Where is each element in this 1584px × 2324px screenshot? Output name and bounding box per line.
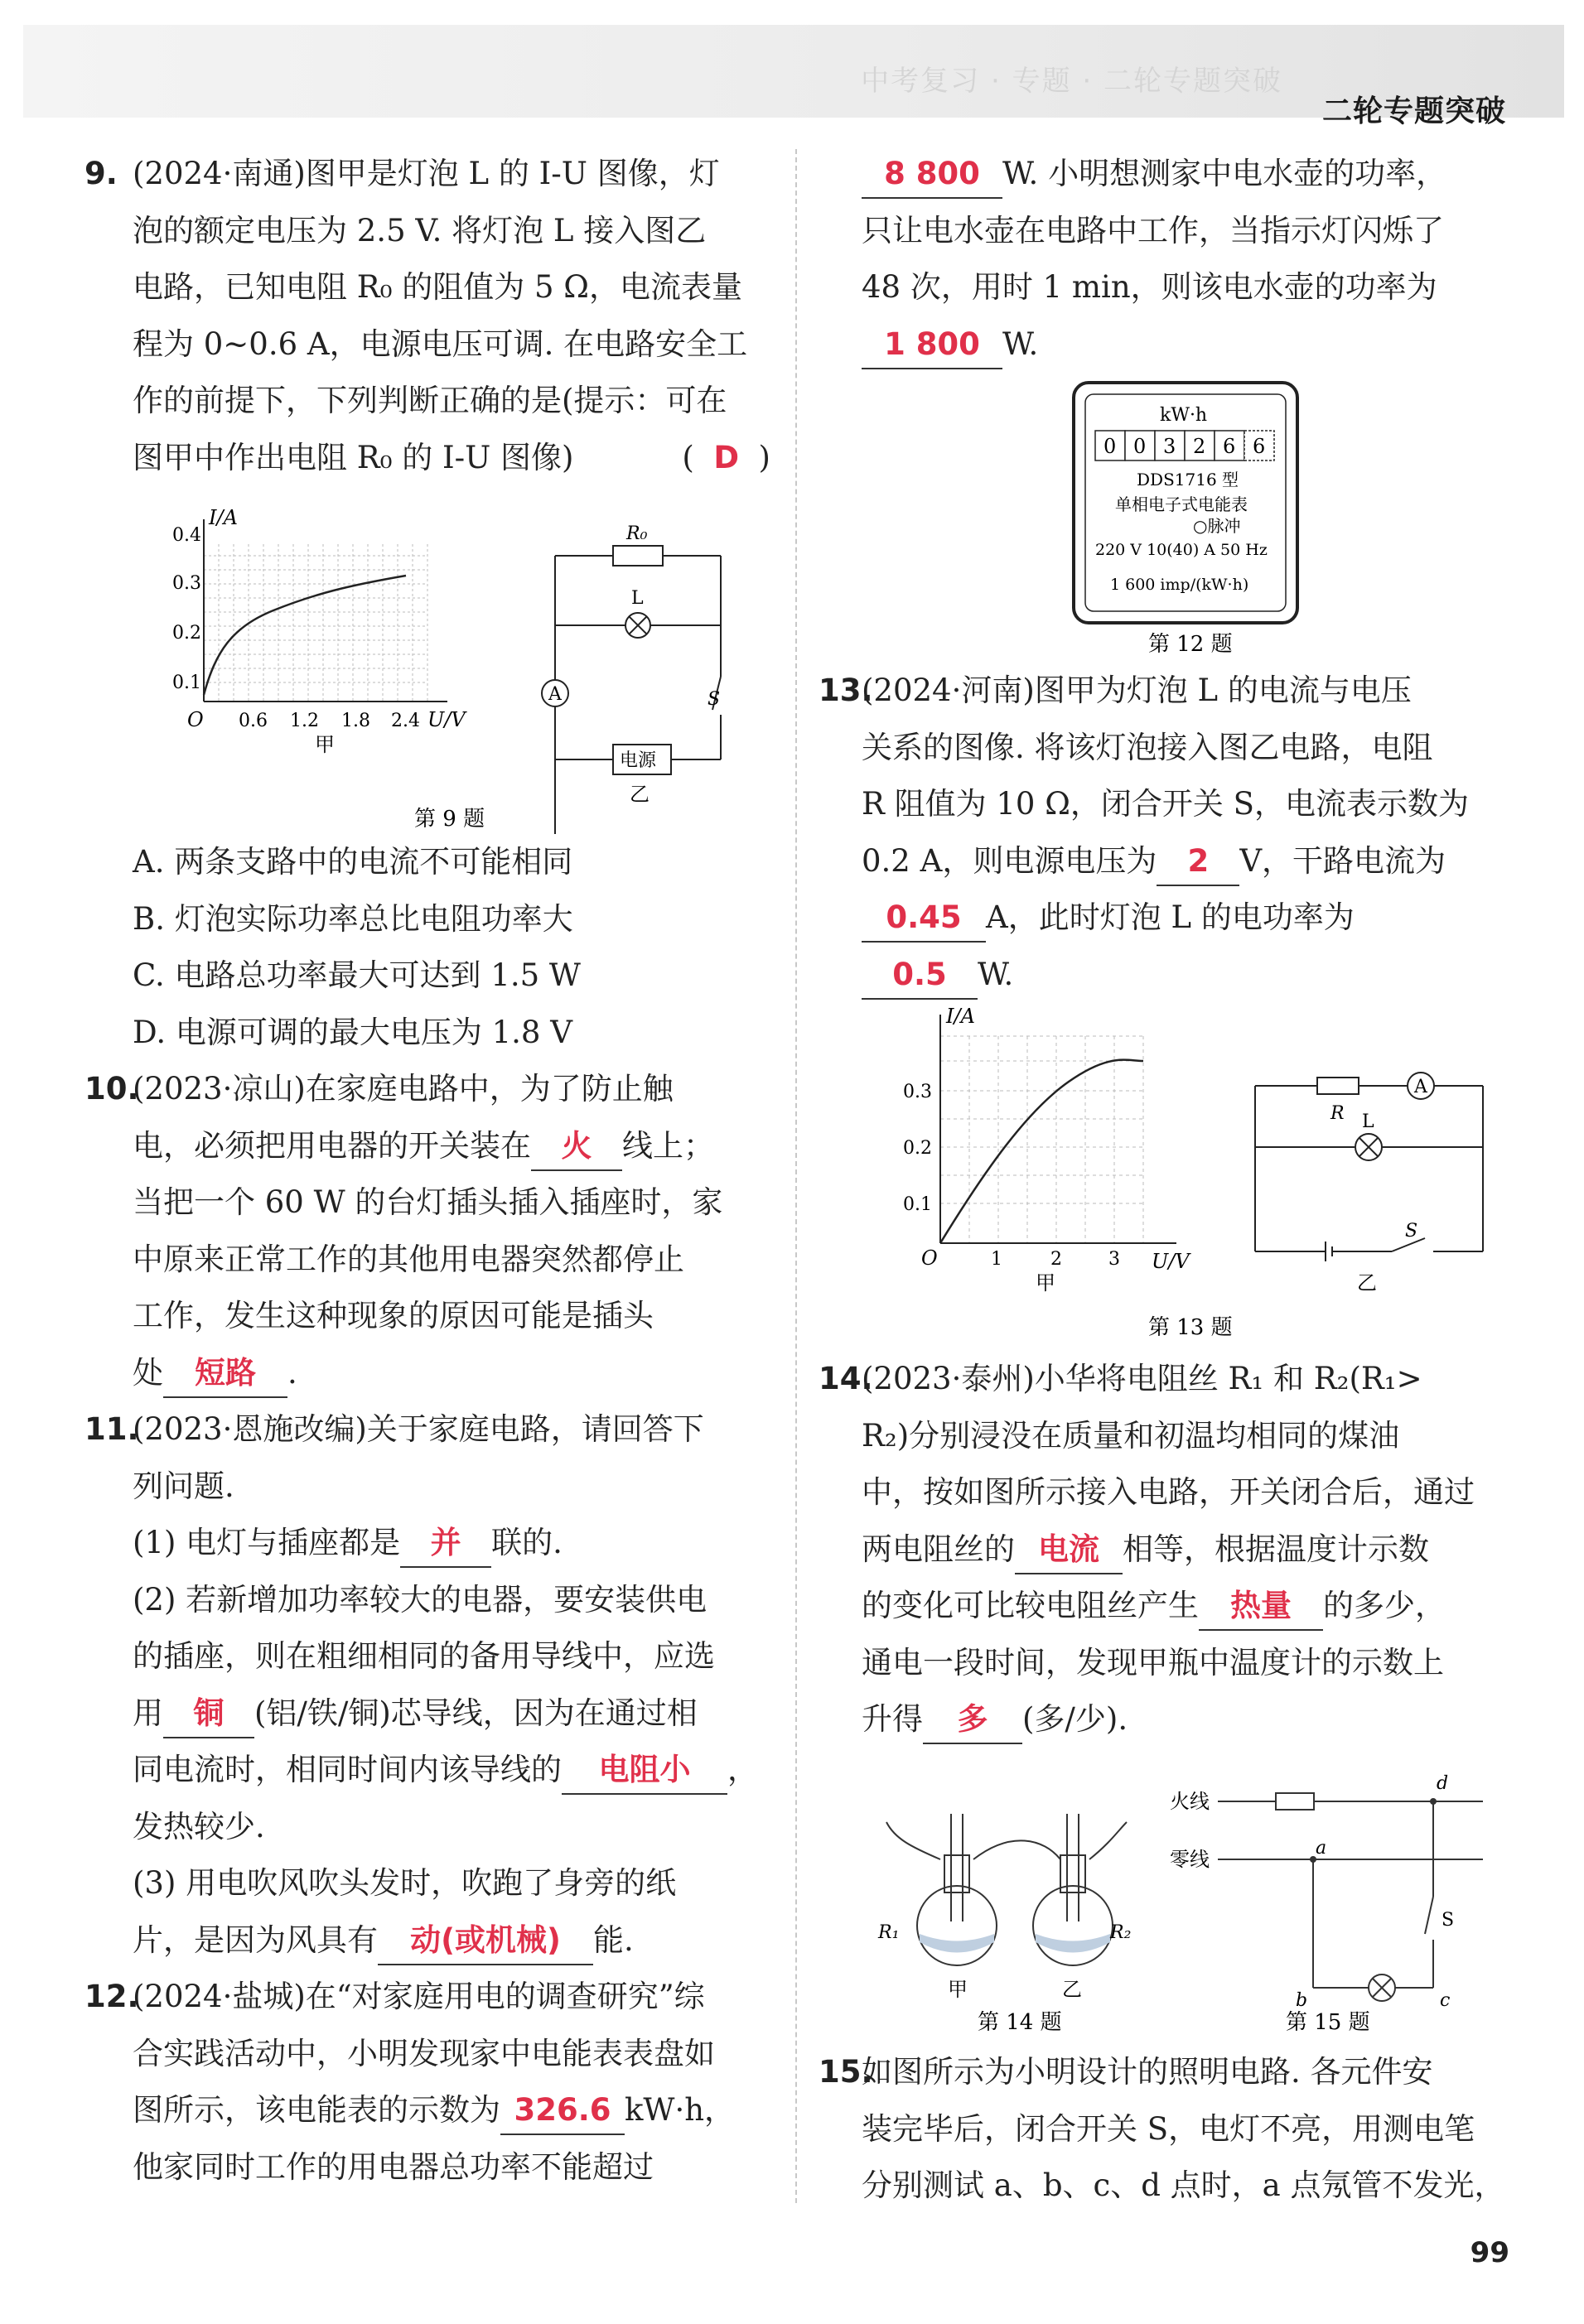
q14-text: 的变化可比较电阻丝产生: [862, 1588, 1199, 1623]
meter-pulse: ○脉冲: [1193, 516, 1241, 536]
q11-answer-2: 铜: [163, 1690, 254, 1738]
q15-line-1: 如图所示为小明设计的照明电路. 各元件安: [862, 2054, 1433, 2090]
q13-circuit-label: 乙: [1357, 1271, 1377, 1295]
q10-line-1: (2023·凉山)在家庭电路中，为了防止触: [133, 1071, 674, 1107]
q13-line-5: [862, 890, 1509, 947]
figures-14-15: [862, 1756, 1516, 2046]
q15-c-label: c: [1440, 1990, 1451, 2011]
q9-ammeter-label: A: [548, 684, 562, 705]
q15-caption: 第 15 题: [1286, 2010, 1370, 2035]
meter-digit: 6: [1223, 435, 1236, 458]
q14-caption: 第 14 题: [978, 2010, 1062, 2035]
section-title: 二轮专题突破: [1321, 94, 1506, 128]
header-faint-text: 中考复习 · 专题 · 二轮专题突破: [861, 65, 1282, 98]
q13-line-3: R 阻值为 10 Ω，闭合开关 S，电流表示数为: [862, 786, 1470, 822]
q14-line-1: (2023·泰州)小华将电阻丝 R₁ 和 R₂(R₁>: [862, 1361, 1422, 1396]
right-column: [819, 146, 1509, 1748]
q9-option-d: D. 电源可调的最大电压为 1.8 V: [133, 1014, 572, 1050]
meter-type: 单相电子式电能表: [1115, 494, 1248, 514]
q10-line-6: [133, 1345, 770, 1402]
q11-text: (铝/铁/铜)芯导线，因为在通过相: [254, 1695, 698, 1731]
q13-line-1: (2024·河南)图甲为灯泡 L 的电流与电压: [862, 673, 1412, 708]
header-band: [23, 25, 1564, 128]
q14-text: 两电阻丝的: [862, 1531, 1015, 1567]
q12-line-3: [133, 2082, 770, 2139]
meter-digit: 0: [1133, 435, 1147, 458]
q13-x-tick: 3: [1108, 1249, 1120, 1270]
question-number: 11.: [85, 1411, 139, 1447]
q10-line-5: 工作，发生这种现象的原因可能是插头: [133, 1298, 654, 1333]
q14-line-6: 通电一段时间，发现甲瓶中温度计的示数上: [862, 1644, 1444, 1680]
q12-text: W. 小明想测家中电水壶的功率，: [1002, 156, 1447, 191]
q9-x-tick: 0.6: [239, 711, 268, 731]
question-12: [85, 1969, 770, 2196]
q11-part-1: [133, 1515, 770, 1572]
question-number: 15.: [819, 2054, 873, 2090]
q12-cont-line-2: 只让电水壶在电路中工作，当指示灯闪烁了: [862, 212, 1444, 248]
q13-text: W.: [978, 956, 1014, 992]
q9-y-tick: 0.1: [172, 673, 201, 693]
q9-line-2: 泡的额定电压为 2.5 V. 将灯泡 L 接入图乙: [133, 212, 707, 248]
question-number: 13.: [819, 673, 873, 708]
q9-line-6: [133, 430, 770, 487]
q12-text: W.: [1002, 325, 1039, 362]
q12-text: kW·h，: [625, 2092, 736, 2128]
q9-line-6-text: 图甲中作出电阻 R₀ 的 I-U 图像): [133, 439, 574, 475]
q12-answer-1: 326.6: [500, 2087, 625, 2135]
meter-rating: 220 V 10(40) A 50 Hz: [1095, 541, 1268, 559]
q11-text: 联的.: [491, 1525, 563, 1560]
figure-13: [862, 1003, 1509, 1351]
q13-line-2: 关系的图像. 将该灯泡接入图乙电路，电阻: [862, 729, 1433, 765]
q14-line-2: R₂)分别浸没在质量和初温均相同的煤油: [862, 1417, 1400, 1454]
q13-text: A，此时灯泡 L 的电功率为: [986, 899, 1355, 935]
meter-model: DDS1716 型: [1137, 470, 1239, 489]
q9-switch-label: S: [707, 689, 721, 710]
q11-part-2-line-5: 发热较少.: [133, 1808, 265, 1844]
q15-d-label: d: [1437, 1773, 1449, 1794]
q9-y-tick: 0.2: [172, 623, 201, 644]
q13-switch-label: S: [1405, 1221, 1418, 1242]
q13-graph-label: 甲: [1036, 1271, 1055, 1295]
q14-text: (多/少).: [1022, 1701, 1128, 1737]
q13-text: V，干路电流为: [1239, 842, 1446, 879]
q14-yi-label: 乙: [1062, 1978, 1082, 2001]
q14-oil-left: [920, 1934, 994, 1953]
q15-b-label: b: [1296, 1990, 1308, 2011]
question-10: [85, 1061, 770, 1401]
q9-option-c: C. 电路总功率最大可达到 1.5 W: [133, 957, 581, 993]
q9-graph-grid: [204, 544, 427, 702]
q9-line-5: 作的前提下，下列判断正确的是(提示：可在: [133, 383, 727, 418]
q13-answer-2: 0.45: [862, 894, 986, 943]
q15-circuit: [1218, 1793, 1483, 2001]
q9-graph-label: 甲: [315, 733, 335, 756]
q9-x-tick: 1.8: [341, 711, 370, 731]
q9-circuit-label: 乙: [630, 783, 650, 806]
meter-constant: 1 600 imp/(kW·h): [1110, 576, 1249, 594]
meter-digit: 0: [1103, 435, 1117, 458]
question-14: [819, 1351, 1509, 1748]
q11-text: 同电流时，相同时间内该导线的: [133, 1752, 562, 1787]
q14-oil-right: [1036, 1934, 1110, 1953]
q12-cont-line-1: [862, 146, 1509, 203]
question-15: [819, 2044, 1509, 2215]
q9-y-tick: 0.3: [172, 573, 201, 594]
q12-answer-3: 1 800: [862, 321, 1002, 369]
q12-cont-line-3: 48 次，用时 1 min，则该电水壶的功率为: [862, 269, 1437, 305]
q14-line-5: [862, 1578, 1509, 1635]
q13-ammeter-label: A: [1414, 1077, 1427, 1097]
figure-9: [133, 486, 770, 834]
q9-line-1: (2024·南通)图甲是灯泡 L 的 I-U 图像，灯: [133, 156, 720, 191]
question-9: [85, 146, 770, 1061]
q14-answer-2: 热量: [1199, 1583, 1323, 1631]
q10-text: 处: [133, 1354, 163, 1391]
q12-cont-line-4: [862, 316, 1509, 374]
meter-digit: 6: [1253, 435, 1266, 458]
q10-text: 电，必须把用电器的开关装在: [133, 1127, 531, 1164]
q12-answer-2: 8 800: [862, 151, 1002, 199]
q13-iu-curve: [940, 1060, 1143, 1243]
q9-x-tick: 1.2: [290, 711, 319, 731]
right-column-bottom: [819, 2044, 1509, 2215]
q13-circuit: [1255, 1078, 1483, 1261]
q14-jia-label: 甲: [948, 1978, 968, 2001]
q11-text: 能.: [593, 1921, 634, 1958]
q13-line-4: [862, 833, 1509, 890]
q15-line-3: 分别测试 a、b、c、d 点时，a 点氖管不发光，: [862, 2167, 1505, 2203]
q13-x-tick: 2: [1050, 1249, 1062, 1270]
q11-part-3-line-1: (3) 用电吹风吹头发时，吹跑了身旁的纸: [133, 1865, 677, 1901]
q9-choice-bracket: ( D ): [682, 439, 770, 475]
q13-x-axis-label: U/V: [1152, 1250, 1190, 1273]
q10-line-3: 当把一个 60 W 的台灯插头插入插座时，家: [133, 1184, 723, 1220]
q13-line-6: [862, 947, 1509, 1004]
q14-line-3: 中，按如图所示接入电路，开关闭合后，通过: [862, 1474, 1475, 1510]
q11-answer-3: 电阻小: [562, 1747, 727, 1795]
q10-answer-2: 短路: [163, 1350, 287, 1398]
meter-digit: 3: [1163, 435, 1176, 458]
q10-text: .: [287, 1354, 297, 1391]
left-column: [85, 146, 770, 2196]
q9-y-tick: 0.4: [172, 525, 201, 546]
q13-answer-1: 2: [1157, 838, 1239, 886]
question-number: 10.: [85, 1071, 139, 1107]
q15-s-label: S: [1442, 1910, 1455, 1931]
q10-line-2: [133, 1118, 770, 1175]
meter-unit: kW·h: [1160, 405, 1208, 426]
q14-answer-1: 电流: [1015, 1526, 1123, 1574]
q13-y-tick: 0.3: [903, 1082, 932, 1102]
q12-text: 图所示，该电能表的示数为: [133, 2092, 500, 2128]
q13-text: 0.2 A，则电源电压为: [862, 842, 1157, 879]
q11-line-2: 列问题.: [133, 1468, 234, 1504]
q15-a-label: a: [1316, 1838, 1327, 1859]
question-number: 12.: [85, 1979, 139, 2014]
q9-caption: 第 9 题: [414, 807, 485, 832]
q11-answer-4: 动(或机械): [378, 1917, 593, 1965]
q9-resistor-label: R₀: [626, 523, 648, 544]
q9-x-axis-label: U/V: [427, 708, 466, 731]
q14-answer-3: 多: [923, 1696, 1022, 1744]
q14-r1-label: R₁: [878, 1922, 900, 1943]
question-number: 14.: [819, 1361, 873, 1396]
question-13: [819, 663, 1509, 1351]
column-divider: [795, 149, 797, 2203]
q11-line-1: (2023·恩施改编)关于家庭电路，请回答下: [133, 1411, 704, 1447]
q13-y-tick: 0.1: [903, 1194, 932, 1215]
q9-origin-label: O: [187, 708, 204, 731]
q9-x-tick: 2.4: [391, 711, 420, 731]
q12-line-1: (2024·盐城)在“对家庭用电的调查研究”综: [133, 1979, 705, 2014]
q9-option-a: A. 两条支路中的电流不可能相同: [133, 844, 573, 880]
q13-resistor-label: R: [1330, 1103, 1345, 1124]
question-11: [85, 1401, 770, 1969]
q9-lamp-label: L: [631, 588, 644, 609]
q15-neutral-label: 零线: [1170, 1848, 1210, 1871]
q14-r2-label: R₂: [1110, 1922, 1132, 1943]
q14-text: 的多少，: [1323, 1588, 1446, 1623]
q13-lamp-label: L: [1362, 1111, 1374, 1132]
q13-graph-grid: [940, 1036, 1143, 1243]
q11-part-2-line-1: (2) 若新增加功率较大的电器，要安装供电: [133, 1581, 707, 1618]
q15-live-label: 火线: [1170, 1790, 1210, 1813]
q10-text: 线上；: [622, 1127, 714, 1164]
q13-x-tick: 1: [991, 1249, 1002, 1270]
q11-text: 用: [133, 1695, 163, 1731]
q9-y-axis-label: I/A: [209, 506, 238, 529]
energy-meter-figure: [862, 373, 1509, 663]
q9-option-b: B. 灯泡实际功率总比电阻功率大: [133, 900, 573, 937]
q13-answer-3: 0.5: [862, 952, 978, 1000]
q12-line-4: 他家同时工作的用电器总功率不能超过: [133, 2148, 654, 2185]
q9-line-3: 电路，已知电阻 R₀ 的阻值为 5 Ω，电流表量: [133, 269, 742, 305]
q9-iu-curve: [204, 576, 406, 695]
q11-text: (1) 电灯与插座都是: [133, 1525, 401, 1560]
q12-caption: 第 12 题: [1148, 632, 1233, 657]
q13-caption: 第 13 题: [1148, 1315, 1233, 1340]
q11-text: 片，是因为风具有: [133, 1921, 378, 1958]
q14-text: 相等，根据温度计示数: [1123, 1531, 1429, 1567]
q11-text: ，: [727, 1752, 758, 1787]
q11-part-2-line-3: [133, 1685, 770, 1743]
q10-line-4: 中原来正常工作的其他用电器突然都停止: [133, 1241, 684, 1277]
question-12-continued: [862, 146, 1509, 663]
q9-source-label: 电源: [620, 750, 657, 771]
q10-answer-1: 火: [531, 1123, 622, 1171]
q15-line-2: 装完毕后，闭合开关 S，电灯不亮，用测电笔: [862, 2110, 1475, 2147]
q9-answer-choice: D: [713, 439, 740, 475]
q9-line-4: 程为 0~0.6 A，电源电压可调. 在电路安全工: [133, 325, 748, 362]
q13-y-axis-label: I/A: [946, 1005, 975, 1028]
q15-node-d: [1430, 1798, 1437, 1805]
q11-part-2-line-2: 的插座，则在粗细相同的备用导线中，应选: [133, 1638, 715, 1674]
q13-y-tick: 0.2: [903, 1138, 932, 1159]
page-number: 99: [1470, 2236, 1509, 2269]
q14-line-4: [862, 1521, 1509, 1579]
meter-digit: 2: [1193, 435, 1206, 458]
q11-answer-1: 并: [400, 1520, 491, 1568]
q14-text: 升得: [862, 1701, 923, 1737]
q14-line-7: [862, 1691, 1509, 1748]
question-number: 9.: [85, 156, 118, 191]
q12-line-2: 合实践活动中，小明发现家中电能表表盘如: [133, 2035, 715, 2071]
q11-part-2-line-4: [133, 1742, 770, 1799]
q11-part-3-line-2: [133, 1912, 770, 1970]
q13-origin-label: O: [921, 1246, 938, 1270]
